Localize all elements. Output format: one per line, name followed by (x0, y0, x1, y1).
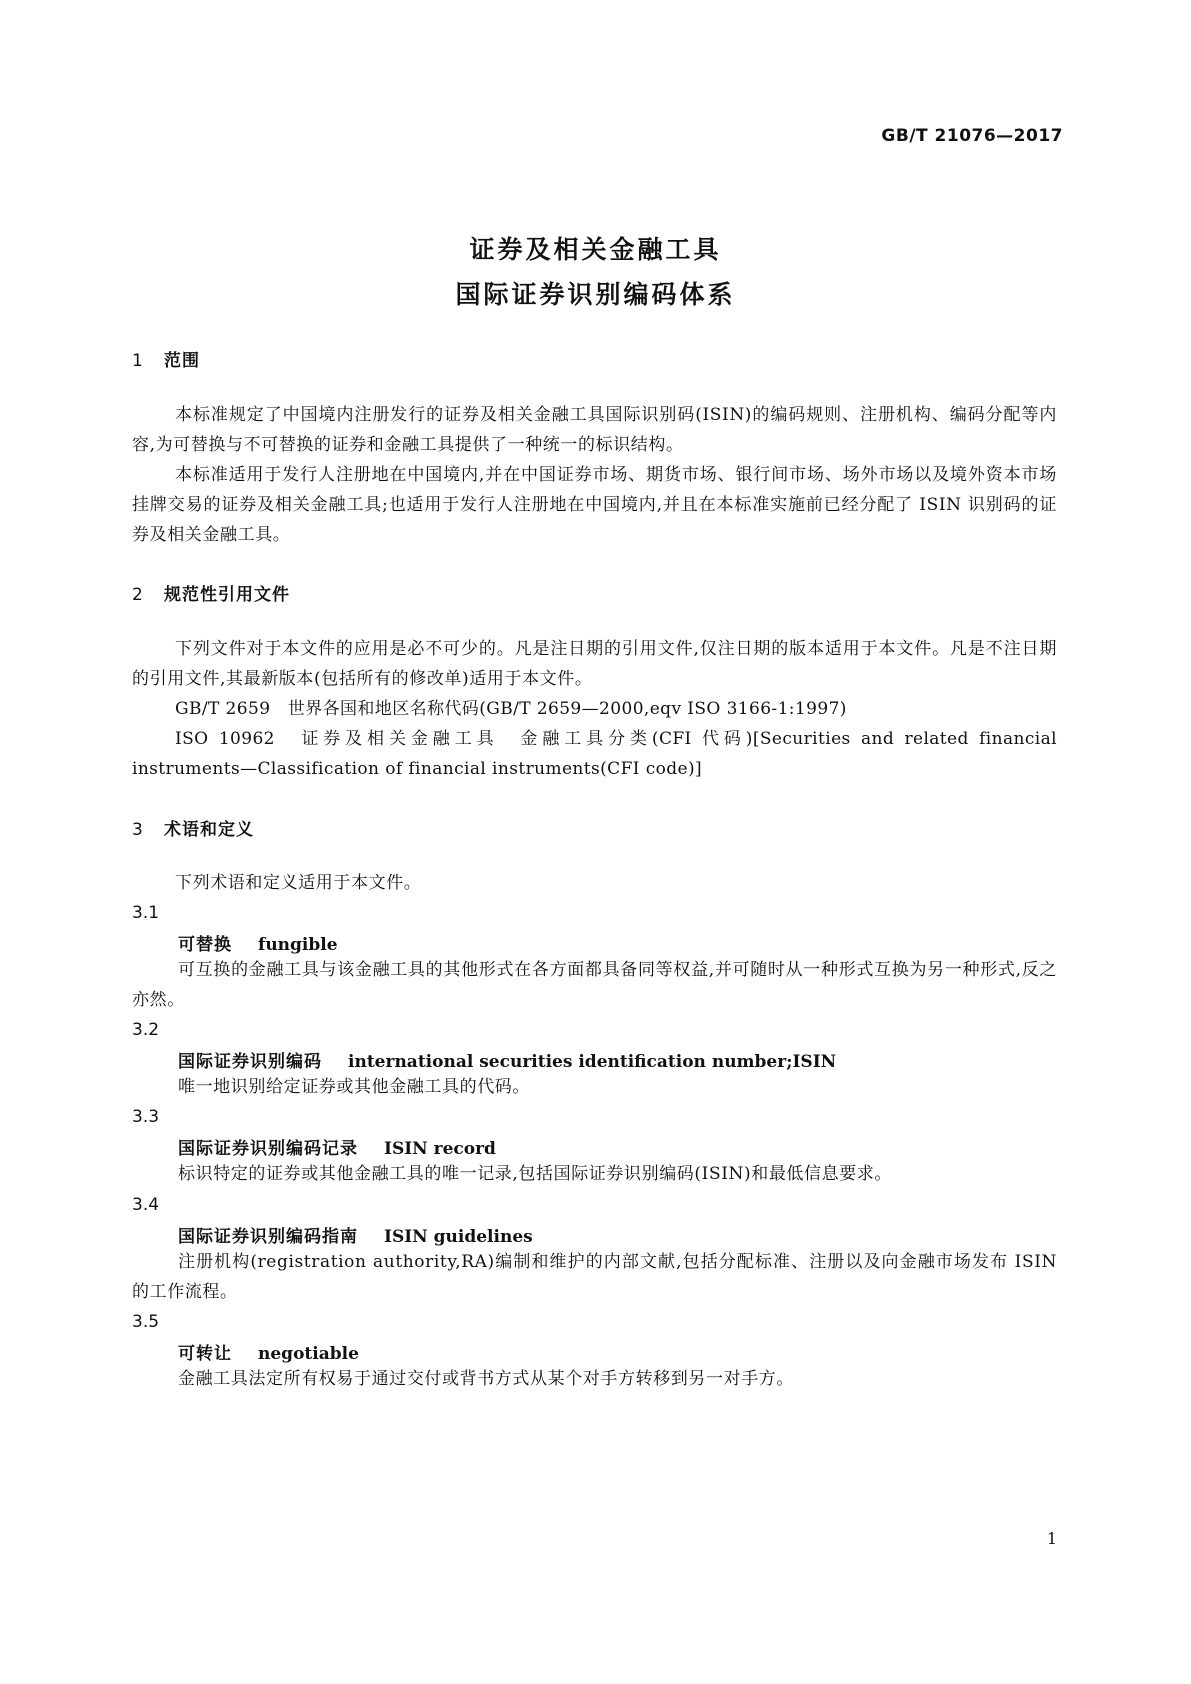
paragraph: 下列文件对于本文件的应用是必不可少的。凡是注日期的引用文件,仅注日期的版本适用于本文件。凡是不注日期的引用文件,其最新版本(包括所有的修改单)适用于本文件。 (132, 639, 1057, 689)
term-en: ISIN record (384, 1139, 496, 1159)
section-title: 规范性引用文件 (164, 585, 290, 605)
section-heading (132, 815, 254, 840)
section-number: 2 (132, 585, 144, 605)
term-number: 3.1 (132, 903, 160, 923)
section-title: 范围 (164, 351, 200, 371)
paragraph: 本标准规定了中国境内注册发行的证券及相关金融工具国际识别码(ISIN)的编码规则、注册机构、编码分配等内容,为可替换与不可替换的证券和金融工具提供了一种统一的标识结构。 (132, 405, 1057, 455)
term-number: 3.5 (132, 1312, 160, 1332)
term-number: 3.2 (132, 1020, 160, 1040)
term-definition: 标识特定的证券或其他金融工具的唯一记录,包括国际证券识别编码(ISIN)和最低信息要求。 (178, 1164, 893, 1184)
term-heading (178, 930, 338, 955)
term-definition: 注册机构(registration authority,RA)编制和维护的内部文献,包括分配标准、注册以及向金融市场发布 ISIN 的工作流程。 (132, 1252, 1057, 1302)
paragraph: 本标准适用于发行人注册地在中国境内,并在中国证券市场、期货市场、银行间市场、场外市场以及境外资本市场挂牌交易的证券及相关金融工具;也适用于发行人注册地在中国境内,并且在本标准实施前已经分配了 ISIN 识别码的证券及相关金融工具。 (132, 465, 1057, 545)
term-heading (178, 1339, 359, 1364)
standard-code: GB/T 21076—2017 (881, 126, 1063, 146)
section-heading (132, 580, 290, 605)
term-number: 3.3 (132, 1107, 160, 1127)
reference-entry: ISO 10962 证券及相关金融工具 金融工具分类(CFI 代码)[Securities and related financial instruments—Classification of financial instruments(CFI code)] (132, 729, 1057, 779)
term-definition: 可互换的金融工具与该金融工具的其他形式在各方面都具备同等权益,并可随时从一种形式互换为另一种形式,反之亦然。 (132, 960, 1057, 1010)
term-en: international securities identification number;ISIN (348, 1052, 837, 1072)
page-number: 1 (1046, 1529, 1057, 1548)
title-line-1: 证券及相关金融工具 (469, 235, 722, 264)
term-en: ISIN guidelines (384, 1227, 533, 1247)
term-definition: 唯一地识别给定证券或其他金融工具的代码。 (178, 1077, 530, 1097)
term-cn: 国际证券识别编码指南 (178, 1227, 358, 1247)
term-definition: 金融工具法定所有权易于通过交付或背书方式从某个对手方转移到另一对手方。 (178, 1369, 794, 1389)
section-heading (132, 346, 200, 371)
section-title: 术语和定义 (164, 820, 254, 840)
paragraph: 下列术语和定义适用于本文件。 (175, 873, 422, 893)
reference-entry: GB/T 2659 世界各国和地区名称代码(GB/T 2659—2000,eqv ISO 3166-1:1997) (175, 699, 847, 719)
title-line-2: 国际证券识别编码体系 (455, 280, 736, 309)
term-en: fungible (258, 935, 338, 955)
term-cn: 可转让 (178, 1344, 232, 1364)
section-number: 3 (132, 820, 144, 840)
term-en: negotiable (258, 1344, 359, 1364)
term-heading (178, 1047, 836, 1072)
term-heading (178, 1222, 533, 1247)
term-heading (178, 1134, 496, 1159)
term-number: 3.4 (132, 1195, 160, 1215)
term-cn: 可替换 (178, 935, 232, 955)
term-cn: 国际证券识别编码记录 (178, 1139, 358, 1159)
term-cn: 国际证券识别编码 (178, 1052, 322, 1072)
section-number: 1 (132, 351, 144, 371)
